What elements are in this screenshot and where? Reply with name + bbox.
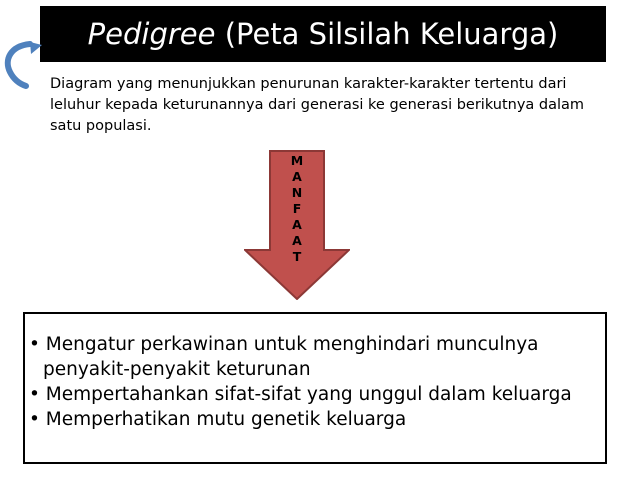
arrow-letter: T <box>292 249 302 264</box>
arrow-vertical-word <box>283 153 311 265</box>
arrow-letter: A <box>292 233 302 248</box>
benefit-item <box>29 332 605 382</box>
title-italic: Pedigree <box>87 17 216 51</box>
benefit-line: • Memperhatikan mutu genetik keluarga <box>29 409 407 430</box>
arrow-letter: F <box>292 201 302 216</box>
benefit-item <box>29 382 605 407</box>
title-rest: (Peta Silsilah Keluarga) <box>215 17 559 51</box>
benefit-line: • Mempertahankan sifat-sifat yang unggul dalam keluarga <box>29 384 572 405</box>
arrow-letter: A <box>292 217 302 232</box>
arrow-letter: A <box>292 169 302 184</box>
benefit-line: • Mengatur perkawinan untuk menghindari munculnya <box>29 334 539 355</box>
benefit-item <box>29 407 605 432</box>
benefits-box <box>23 312 607 464</box>
title-bar <box>40 6 606 62</box>
arrow-letter: M <box>290 153 304 168</box>
definition-text: Diagram yang menunjukkan penurunan karakter-karakter tertentu dari leluhur kepada keturunannya dari generasi ke generasi berikutnya dalam satu populasi. <box>50 76 585 134</box>
arrow-letter: N <box>291 185 303 200</box>
curved-arrow-icon <box>2 38 42 92</box>
benefit-line-continued: penyakit-penyakit keturunan <box>43 359 311 380</box>
